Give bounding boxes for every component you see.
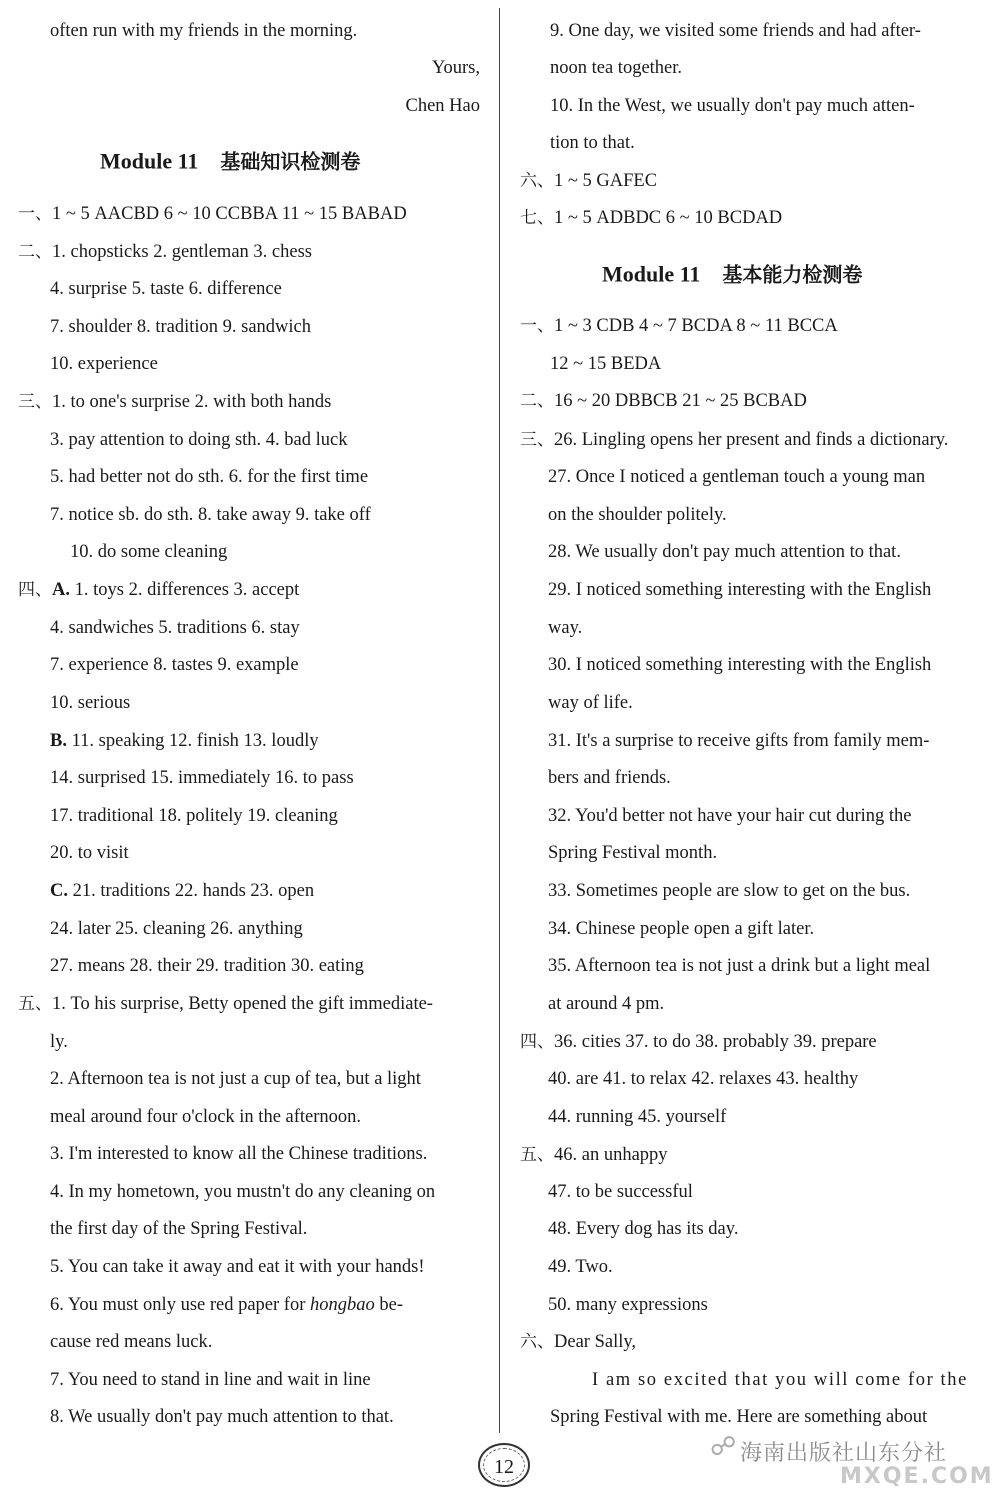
answer-section-2 bbox=[520, 389, 807, 413]
column-divider bbox=[499, 8, 500, 1433]
answer-text: 1 ~ 5 ADBDC 6 ~ 10 BCDAD bbox=[554, 208, 783, 228]
section-title-basic bbox=[100, 146, 360, 175]
answer-line bbox=[50, 1293, 403, 1317]
answer-line: noon tea together. bbox=[550, 58, 683, 78]
answer-line: 17. traditional 18. politely 19. cleaning bbox=[50, 806, 338, 826]
answer-line: meal around four o'clock in the afternoon. bbox=[50, 1107, 362, 1127]
answer-line: 5. You can take it away and eat it with your hands! bbox=[50, 1257, 425, 1277]
page-number: 12 bbox=[478, 1443, 530, 1487]
answer-section-3 bbox=[18, 390, 331, 414]
answer-line: 31. It's a surprise to receive gifts from family mem- bbox=[548, 731, 930, 751]
answer-section-5 bbox=[520, 1143, 668, 1167]
answer-line: 48. Every dog has its day. bbox=[548, 1219, 739, 1239]
title-module: Module 11 bbox=[602, 261, 701, 287]
italic-term: hongbao bbox=[310, 1295, 375, 1315]
answer-text: 1. To his surprise, Betty opened the gift immediate- bbox=[52, 994, 433, 1014]
answer-line: 3. pay attention to doing sth. 4. bad luck bbox=[50, 430, 348, 450]
answer-line: 2. Afternoon tea is not just a cup of tea, but a light bbox=[50, 1069, 421, 1089]
section-number: 五、 bbox=[18, 994, 52, 1014]
section-number: 二、 bbox=[18, 242, 52, 262]
answer-line: the first day of the Spring Festival. bbox=[50, 1219, 308, 1239]
answer-line: 10. serious bbox=[50, 693, 131, 713]
answer-line: cause red means luck. bbox=[50, 1332, 213, 1352]
answer-line: 3. I'm interested to know all the Chinese traditions. bbox=[50, 1144, 428, 1164]
part-label: B. bbox=[50, 731, 67, 751]
answer-line: 10. experience bbox=[50, 354, 158, 374]
answer-line: on the shoulder politely. bbox=[548, 505, 727, 525]
answer-line: 34. Chinese people open a gift later. bbox=[548, 919, 815, 939]
answer-part-b bbox=[50, 729, 319, 753]
answer-line: 27. means 28. their 29. tradition 30. eating bbox=[50, 956, 364, 976]
part-label: C. bbox=[50, 881, 68, 901]
answer-line: ly. bbox=[50, 1032, 68, 1052]
answer-line: 40. are 41. to relax 42. relaxes 43. healthy bbox=[548, 1069, 859, 1089]
answer-section-4 bbox=[520, 1030, 877, 1054]
answer-text: 1 ~ 3 CDB 4 ~ 7 BCDA 8 ~ 11 BCCA bbox=[554, 316, 838, 336]
letter-closing-line: often run with my friends in the morning. bbox=[50, 21, 358, 41]
answer-section-7 bbox=[520, 206, 782, 230]
section-number: 一、 bbox=[18, 204, 52, 224]
title-zh: 基础知识检测卷 bbox=[220, 149, 361, 174]
answer-line: Spring Festival month. bbox=[548, 843, 718, 863]
answer-text: 46. an unhappy bbox=[554, 1145, 668, 1165]
section-number: 二、 bbox=[520, 391, 554, 411]
answer-line: bers and friends. bbox=[548, 768, 671, 788]
answer-text: 1. to one's surprise 2. with both hands bbox=[52, 392, 332, 412]
answer-line: 30. I noticed something interesting with the English bbox=[548, 655, 932, 675]
letter-signoff: Yours, bbox=[432, 58, 480, 78]
answer-section-6 bbox=[520, 169, 657, 193]
answer-text: 21. traditions 22. hands 23. open bbox=[72, 881, 315, 901]
answer-line: 4. sandwiches 5. traditions 6. stay bbox=[50, 618, 300, 638]
answer-line: 44. running 45. yourself bbox=[548, 1107, 727, 1127]
answer-line: 8. We usually don't pay much attention to that. bbox=[50, 1407, 394, 1427]
answer-line: 12 ~ 15 BEDA bbox=[550, 354, 662, 374]
answer-text: 1 ~ 5 AACBD 6 ~ 10 CCBBA 11 ~ 15 BABAD bbox=[52, 204, 407, 224]
watermark-text: 海南出版社山东分社 bbox=[740, 1441, 948, 1466]
answer-part-c bbox=[50, 879, 314, 903]
answer-line: at around 4 pm. bbox=[548, 994, 665, 1014]
section-number: 三、 bbox=[520, 430, 554, 450]
answer-text: 26. Lingling opens her present and finds a dictionary. bbox=[554, 430, 949, 450]
answer-text: 11. speaking 12. finish 13. loudly bbox=[71, 731, 319, 751]
answer-line: 24. later 25. cleaning 26. anything bbox=[50, 919, 303, 939]
section-number: 四、 bbox=[18, 580, 52, 600]
answer-line: 10. do some cleaning bbox=[70, 542, 228, 562]
answer-text: be- bbox=[379, 1295, 404, 1315]
answer-text: 6. You must only use red paper for bbox=[50, 1295, 306, 1315]
answer-line: 7. You need to stand in line and wait in line bbox=[50, 1370, 371, 1390]
answer-line: 20. to visit bbox=[50, 843, 129, 863]
letter-line: I am so excited that you will come for the bbox=[592, 1370, 968, 1390]
section-title-ability bbox=[602, 259, 862, 288]
answer-text: 36. cities 37. to do 38. probably 39. prepare bbox=[554, 1032, 877, 1052]
answer-line: 14. surprised 15. immediately 16. to pass bbox=[50, 768, 354, 788]
letter-greeting: Dear Sally, bbox=[554, 1332, 637, 1352]
answer-line: 33. Sometimes people are slow to get on the bus. bbox=[548, 881, 911, 901]
watermark-site: MXQE.COM bbox=[840, 1464, 994, 1489]
answer-text: 1 ~ 5 GAFEC bbox=[554, 171, 658, 191]
answer-line: 10. In the West, we usually don't pay much atten- bbox=[550, 96, 915, 116]
title-zh: 基本能力检测卷 bbox=[722, 262, 863, 287]
answer-line: 7. experience 8. tastes 9. example bbox=[50, 655, 299, 675]
section-number: 一、 bbox=[520, 316, 554, 336]
answer-section-4 bbox=[18, 578, 299, 602]
section-number: 六、 bbox=[520, 171, 554, 191]
answer-section-6-letter bbox=[520, 1330, 636, 1354]
section-number: 四、 bbox=[520, 1032, 554, 1052]
letter-signature: Chen Hao bbox=[405, 96, 480, 116]
answer-line: 28. We usually don't pay much attention to that. bbox=[548, 542, 901, 562]
answer-section-3 bbox=[520, 428, 948, 452]
answer-section-1 bbox=[520, 314, 838, 338]
watermark bbox=[710, 1420, 994, 1490]
answer-text: 1. toys 2. differences 3. accept bbox=[74, 580, 300, 600]
part-label: A. bbox=[52, 580, 70, 600]
answer-line: 29. I noticed something interesting with the English bbox=[548, 580, 932, 600]
answer-line: 50. many expressions bbox=[548, 1295, 708, 1315]
section-number: 三、 bbox=[18, 392, 52, 412]
answer-line: 47. to be successful bbox=[548, 1182, 693, 1202]
answer-line: 32. You'd better not have your hair cut during the bbox=[548, 806, 912, 826]
answer-line: 27. Once I noticed a gentleman touch a young man bbox=[548, 467, 926, 487]
letter-line: Spring Festival with me. Here are something about bbox=[550, 1407, 928, 1427]
answer-line: 35. Afternoon tea is not just a drink but a light meal bbox=[548, 956, 931, 976]
section-number: 五、 bbox=[520, 1145, 554, 1165]
answer-line: 7. shoulder 8. tradition 9. sandwich bbox=[50, 317, 312, 337]
answer-line: way. bbox=[548, 618, 583, 638]
answer-line: 7. notice sb. do sth. 8. take away 9. take off bbox=[50, 505, 371, 525]
section-number: 六、 bbox=[520, 1332, 554, 1352]
title-module: Module 11 bbox=[100, 148, 199, 174]
answer-line: 4. surprise 5. taste 6. difference bbox=[50, 279, 282, 299]
answer-section-1 bbox=[18, 202, 407, 226]
answer-line: tion to that. bbox=[550, 133, 635, 153]
answer-line: way of life. bbox=[548, 693, 633, 713]
answer-text: 1. chopsticks 2. gentleman 3. chess bbox=[52, 242, 312, 262]
answer-line: 4. In my hometown, you mustn't do any cleaning on bbox=[50, 1182, 436, 1202]
answer-line: 49. Two. bbox=[548, 1257, 613, 1277]
answer-section-2 bbox=[18, 240, 312, 264]
section-number: 七、 bbox=[520, 208, 554, 228]
wechat-icon: ☍ bbox=[710, 1432, 737, 1462]
answer-line: 5. had better not do sth. 6. for the first time bbox=[50, 467, 369, 487]
answer-line: 9. One day, we visited some friends and had after- bbox=[550, 21, 921, 41]
answer-text: 16 ~ 20 DBBCB 21 ~ 25 BCBAD bbox=[554, 391, 807, 411]
answer-section-5 bbox=[18, 992, 433, 1016]
